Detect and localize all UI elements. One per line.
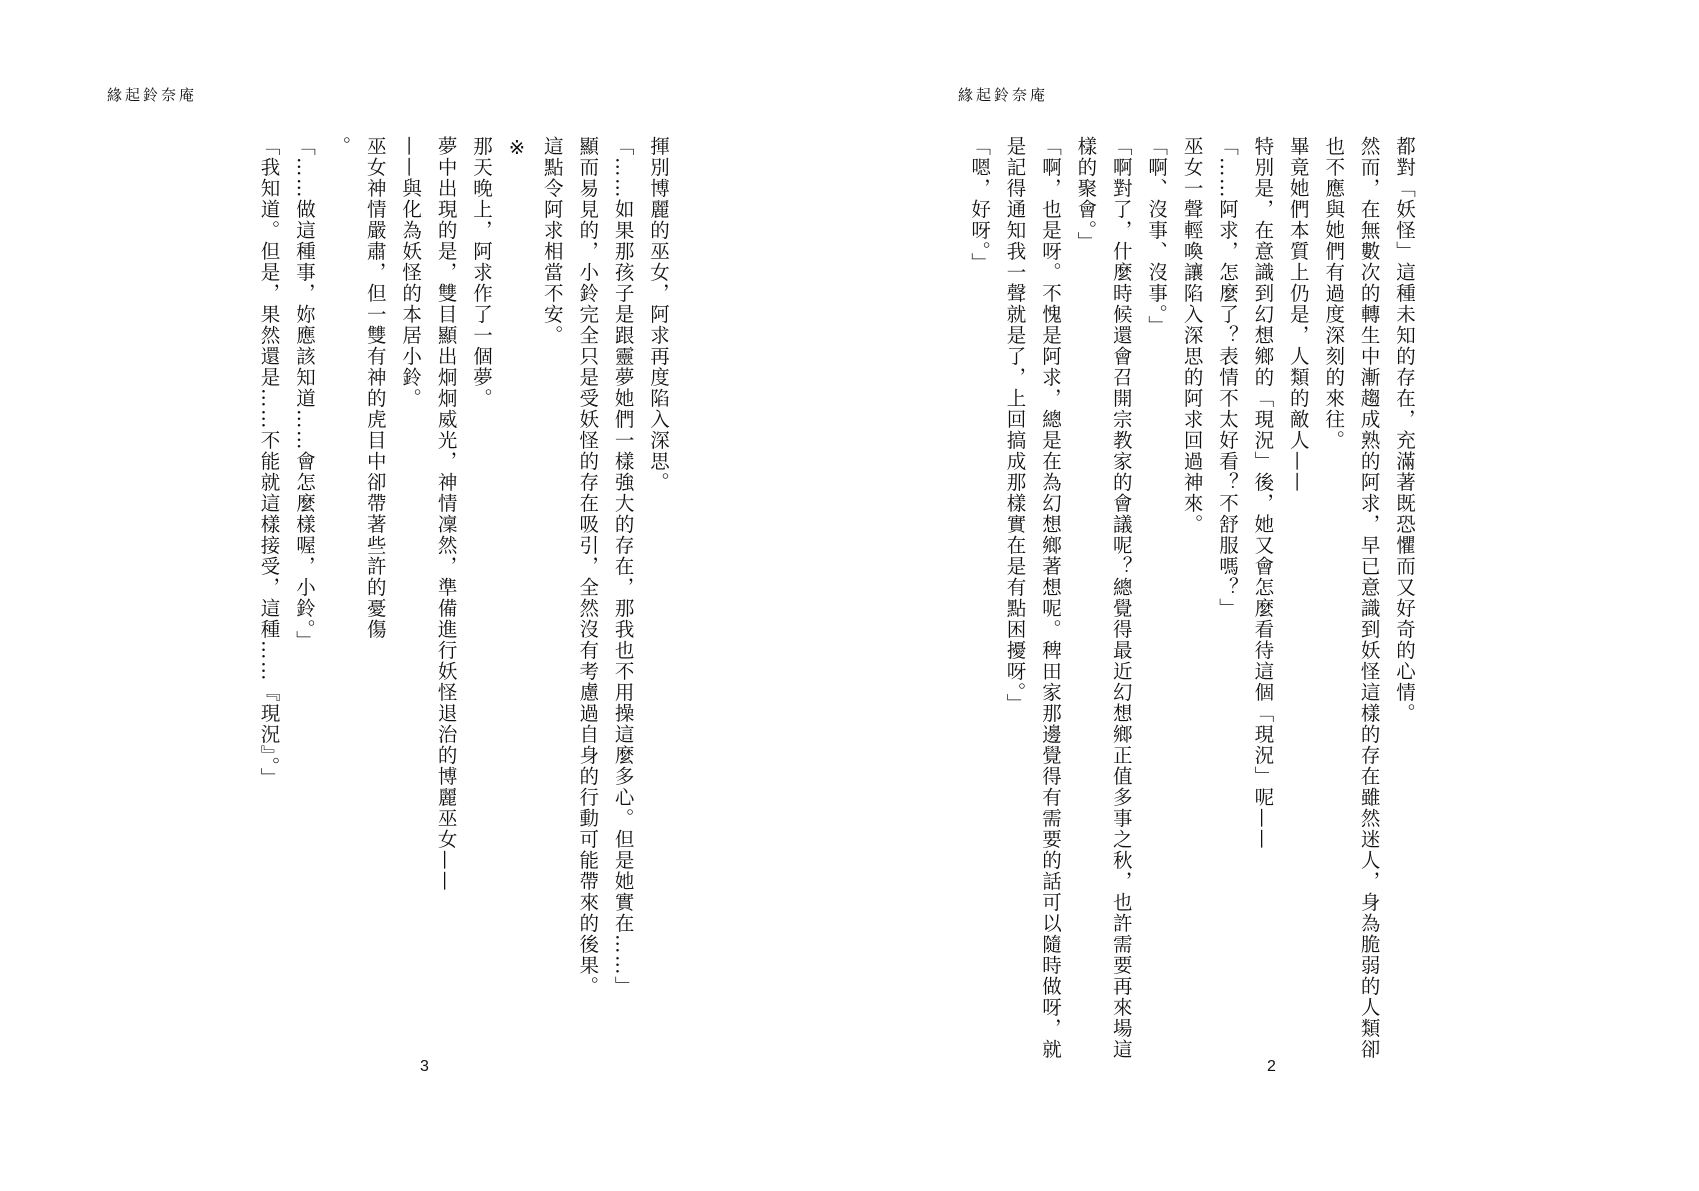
text-line: 「……做這種事，妳應該知道……會怎麼樣喔，小鈴。」 (292, 136, 316, 652)
text-line: 「……如果那孩子是跟靈夢她們一樣強大的存在，那我也不用操這麼多心。但是她實在……」 (611, 136, 635, 997)
text-line: 巫女神情嚴肅，但一雙有神的虎目中卻帶著些許的憂傷 (363, 136, 387, 640)
text-line: 揮別博麗的巫女，阿求再度陷入深思。 (647, 136, 670, 493)
running-header: 緣起鈴奈庵 (958, 86, 1049, 104)
right-page-body (962, 136, 1422, 1060)
right-page (850, 0, 1699, 1191)
running-header: 緣起鈴奈庵 (107, 86, 198, 104)
text-line: 「……阿求，怎麼了？表情不太好看？不舒服嗎？」 (1215, 136, 1239, 619)
text-line: 特別是，在意識到幻想鄉的「現況」後，她又會怎麼看待這個「現況」呢—— (1251, 136, 1275, 850)
left-page-body (116, 136, 676, 997)
text-line: 「嗯，好呀。」 (968, 136, 992, 274)
text-line: 夢中出現的是，雙目顯出炯炯威光，神情凜然，準備進行妖怪退治的博麗巫女—— (434, 136, 458, 892)
text-line: 「啊、沒事、沒事。」 (1145, 136, 1169, 337)
text-line: 「我知道。但是，果然還是……不能就這樣接受，這種……『現況』。」 (257, 136, 281, 789)
text-line: 巫女一聲輕喚讓陷入深思的阿求回過神來。 (1180, 136, 1204, 535)
text-line: 那天晚上，阿求作了一個夢。 (469, 136, 493, 409)
text-line: 這點令阿求相當不安。 (540, 136, 564, 346)
text-line: 然而，在無數次的轉生中漸趨成熟的阿求，早已意識到妖怪這樣的存在雖然迷人，身為脆弱的人類卻 (1357, 136, 1381, 1060)
text-line: ——與化為妖怪的本居小鈴。 (399, 136, 423, 409)
text-line: 畢竟她們本質上仍是，人類的敵人—— (1286, 136, 1310, 493)
text-line: 。 (328, 136, 352, 157)
text-line: 都對「妖怪」這種未知的存在，充滿著既恐懼而又好奇的心情。 (1393, 136, 1416, 724)
text-line: 是記得通知我一聲就是了，上回搞成那樣實在是有點困擾呀。」 (1003, 136, 1027, 715)
page-number: 2 (1267, 1058, 1276, 1075)
text-line: 也不應與她們有過度深刻的來往。 (1322, 136, 1346, 451)
left-page (0, 0, 849, 1191)
text-line: 「啊對了，什麼時候還會召開宗教家的會議呢？總覺得最近幻想鄉正值多事之秋，也許需要再來場這 (1109, 136, 1133, 1060)
text-line: 樣的聚會。」 (1074, 136, 1098, 253)
text-line: 「啊，也是呀。不愧是阿求，總是在為幻想鄉著想呢。稗田家那邊覺得有需要的話可以隨時做呀，就 (1038, 136, 1062, 1060)
section-mark: ※ (505, 136, 529, 161)
page-number: 3 (420, 1058, 429, 1075)
text-line: 顯而易見的，小鈴完全只是受妖怪的存在吸引，全然沒有考慮過自身的行動可能帶來的後果。 (576, 136, 600, 997)
